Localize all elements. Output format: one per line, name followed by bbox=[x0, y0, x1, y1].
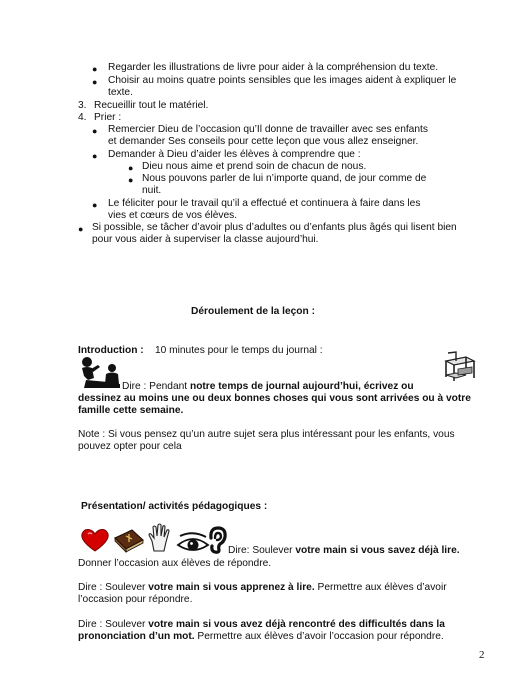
list-item: Choisir au moins quatre points sensibles que les images aident à expliquer le bbox=[108, 75, 457, 86]
bullet: ● bbox=[128, 163, 134, 173]
intro-note: Note : Si vous pensez qu’un autre sujet sera plus intéressant pour les enfants, vous bbox=[78, 429, 455, 440]
presentation-dire-rest: Permettre aux élèves d’avoir bbox=[314, 582, 447, 593]
bullet: ● bbox=[92, 151, 98, 161]
presentation-dire-line bbox=[78, 582, 447, 594]
list-item: Regarder les illustrations de livre pour aider à la compréhension du texte. bbox=[108, 62, 439, 73]
bullet: ● bbox=[92, 77, 98, 87]
presentation-dire-bold: prononciation d’un mot. bbox=[78, 631, 195, 642]
list-number: 4. bbox=[78, 112, 87, 123]
presentation-dire-bold: votre main si vous apprenez à lire. bbox=[148, 582, 315, 593]
list-item-continued: texte. bbox=[108, 87, 133, 98]
bullet: ● bbox=[78, 224, 84, 234]
intro-note-continued: pouvez opter pour cela bbox=[78, 441, 182, 452]
presentation-dire-prefix: Dire : Soulever bbox=[78, 619, 149, 630]
presentation-label: Présentation/ activités pédagogiques : bbox=[81, 501, 268, 512]
list-item-continued: pour vous aider à superviser la classe aujourd’hui. bbox=[92, 234, 319, 245]
presentation-dire-line bbox=[78, 619, 445, 631]
intro-dire-line bbox=[122, 381, 414, 393]
list-item-continued: et demander Ses conseils pour cette leçon que vous allez enseigner. bbox=[108, 136, 419, 147]
presentation-dire-line bbox=[228, 545, 460, 557]
list-item: Nous pouvons parler de lui n’importe quand, de jour comme de bbox=[142, 173, 427, 184]
list-item: Remercier Dieu de l’occasion qu’Il donne de travailler avec ses enfants bbox=[108, 124, 428, 135]
list-item-continued: nuit. bbox=[142, 185, 162, 196]
section-heading: Déroulement de la leçon : bbox=[191, 306, 315, 317]
list-item: Recueillir tout le matériel. bbox=[94, 100, 209, 111]
ear-icon bbox=[206, 526, 228, 554]
intro-text: 10 minutes pour le temps du journal : bbox=[154, 345, 323, 356]
list-item-continued: vies et cœurs de vos élèves. bbox=[108, 210, 238, 221]
hand-icon bbox=[147, 523, 173, 553]
intro-dire-prefix: Dire : Pendant bbox=[122, 381, 190, 392]
presentation-dire-continued bbox=[78, 631, 444, 643]
intro-dire-continued: dessinez au moins une ou deux bonnes choses qui vous sont arrivées ou à votre bbox=[78, 393, 471, 404]
presentation-line: l’occasion pour répondre. bbox=[78, 594, 193, 605]
person-kneeling-icon bbox=[78, 356, 122, 390]
bullet: ● bbox=[128, 175, 134, 185]
school-desk-icon bbox=[442, 351, 478, 385]
list-number: 3. bbox=[78, 100, 87, 111]
list-item: Dieu nous aime et prend soin de chacun de nous. bbox=[142, 161, 367, 172]
page-number: 2 bbox=[479, 649, 485, 661]
intro-dire-bold: notre temps de journal aujourd’hui, écrivez ou bbox=[189, 381, 414, 392]
list-item: Si possible, se tâcher d’avoir plus d’adultes ou d’enfants plus âgés qui lisent bien bbox=[92, 222, 457, 233]
bullet: ● bbox=[92, 126, 98, 136]
eye-icon bbox=[176, 532, 210, 554]
presentation-dire-prefix: Dire: Soulever bbox=[228, 545, 296, 556]
presentation-dire-bold: votre main si vous savez déjà lire. bbox=[295, 545, 460, 556]
list-item: Demander à Dieu d’aider les élèves à comprendre que : bbox=[108, 149, 361, 160]
heart-icon bbox=[80, 527, 110, 553]
intro-label: Introduction : bbox=[78, 345, 144, 356]
list-item: Le féliciter pour le travail qu’il a effectué et continuera à faire dans les bbox=[108, 198, 421, 209]
presentation-dire-prefix: Dire : Soulever bbox=[78, 582, 149, 593]
bullet: ● bbox=[92, 64, 98, 74]
presentation-dire-bold: votre main si vous avez déjà rencontré des difficultés dans la bbox=[148, 619, 445, 630]
bullet: ● bbox=[92, 200, 98, 210]
list-item: Prier : bbox=[94, 112, 122, 123]
bible-icon bbox=[112, 526, 146, 554]
presentation-dire-rest: Permettre aux élèves d’avoir l’occasion pour répondre. bbox=[194, 631, 444, 642]
presentation-line: Donner l’occasion aux élèves de répondre. bbox=[78, 558, 272, 569]
intro-dire-continued: famille cette semaine. bbox=[78, 405, 184, 416]
